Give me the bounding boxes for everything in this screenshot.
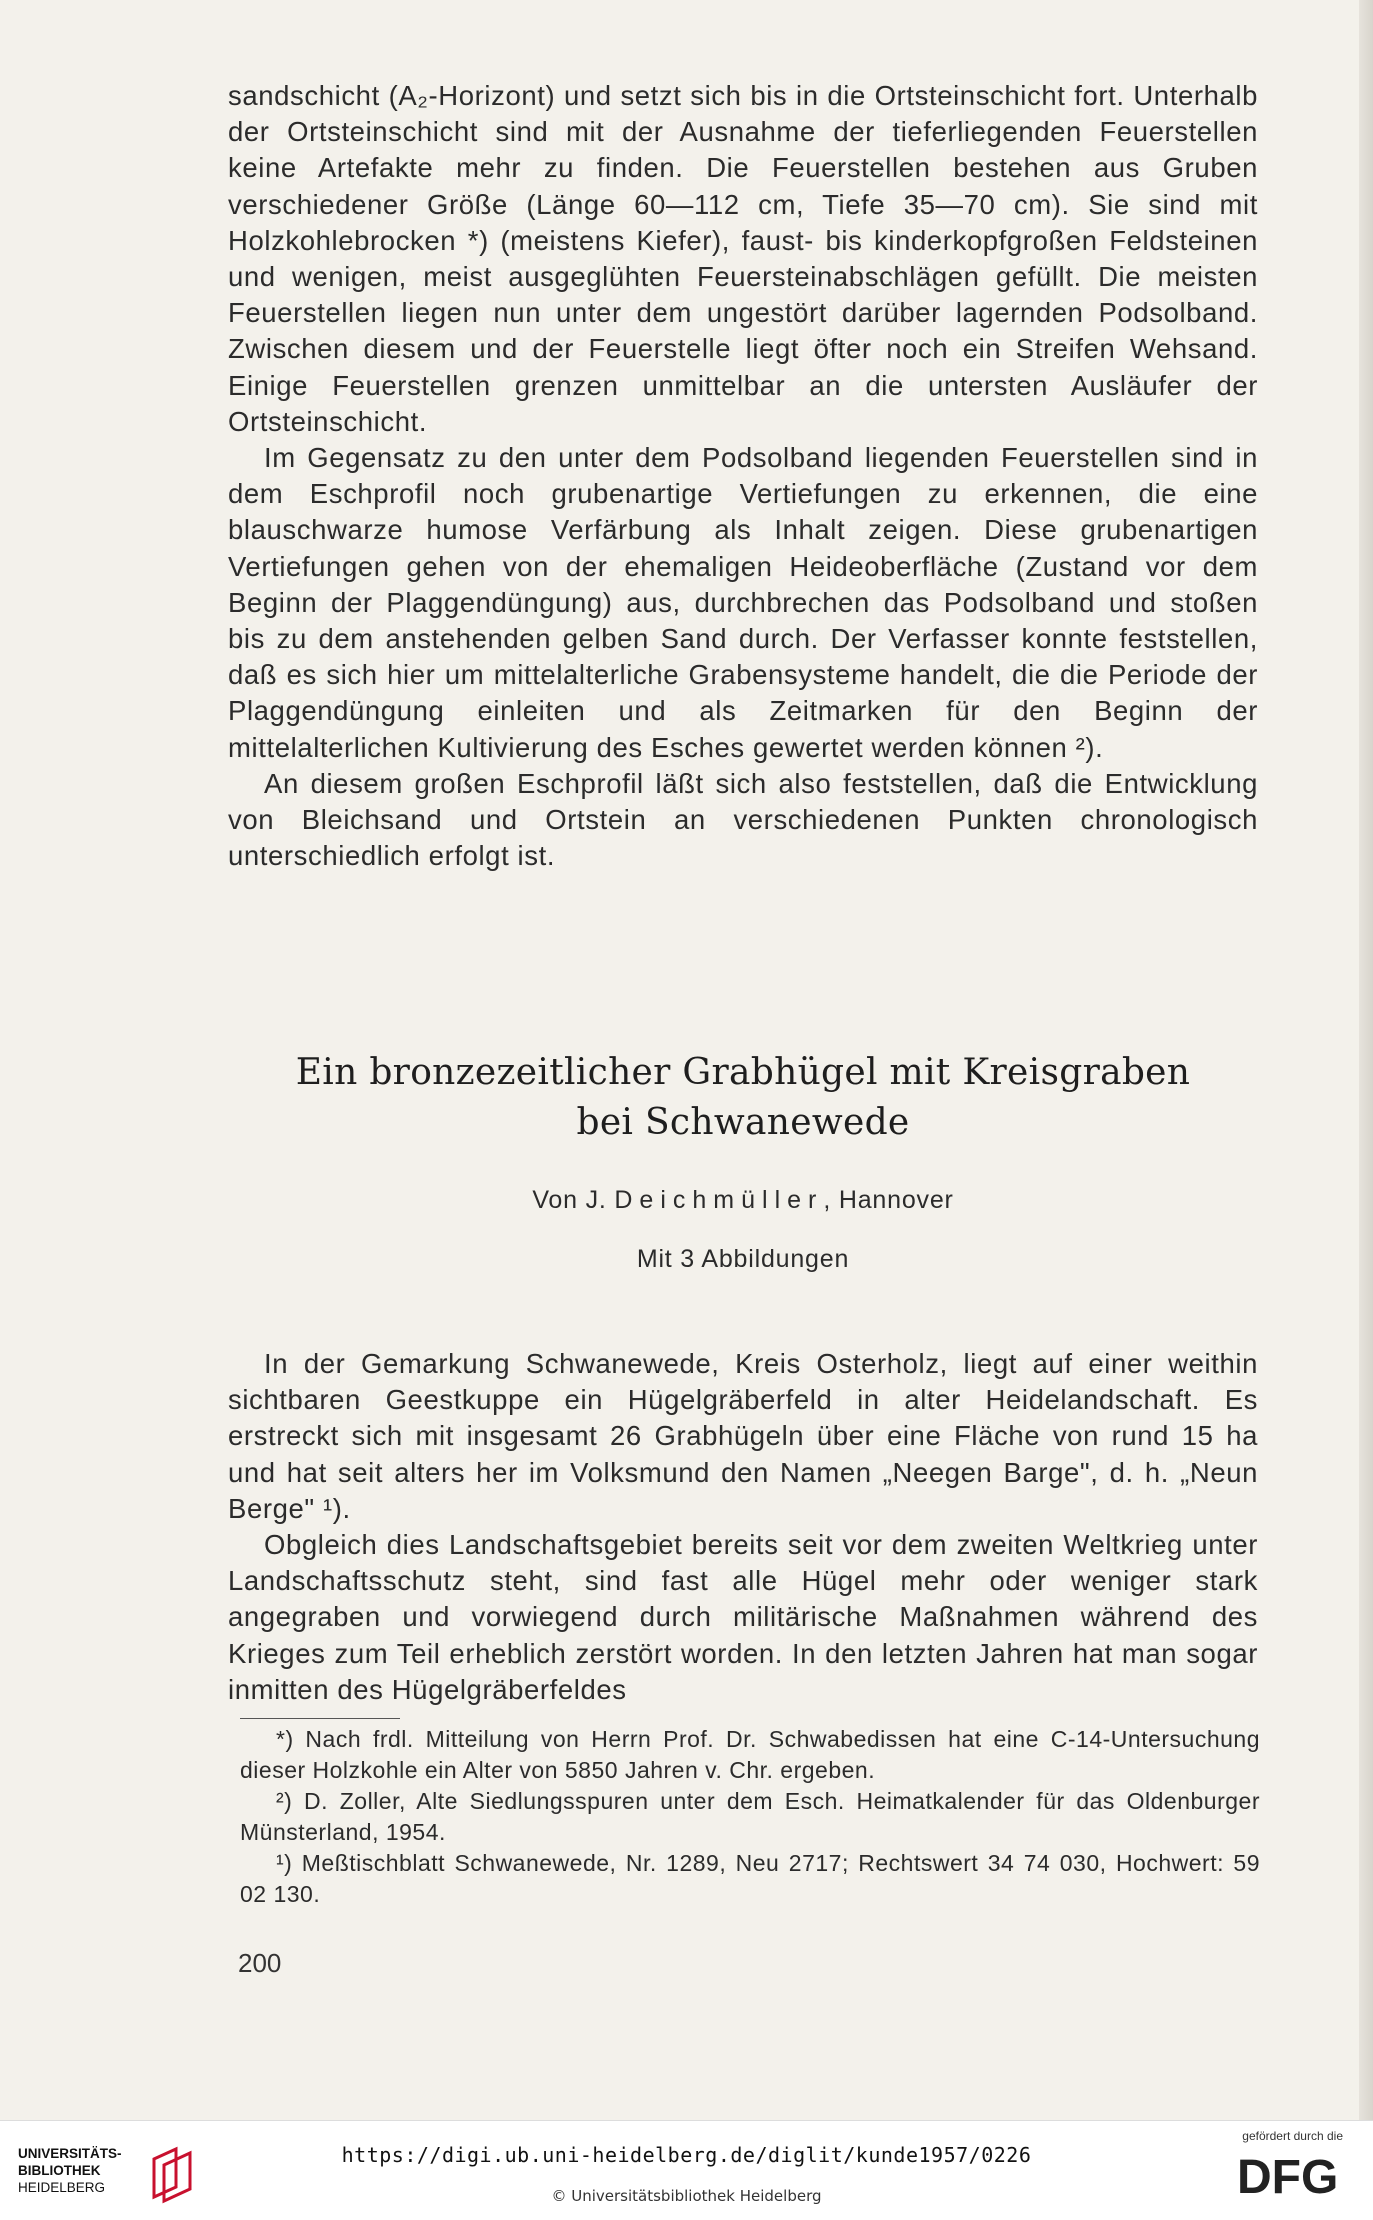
page-edge — [1359, 0, 1373, 2120]
copyright-notice: © Universitätsbibliothek Heidelberg — [551, 2187, 822, 2205]
footnote-rule — [240, 1718, 400, 1719]
byline — [228, 1186, 1258, 1215]
footnote-star: *) Nach frdl. Mitteilung von Herrn Prof. Dr. Schwabedissen hat eine C-14-Untersuchung dieser Holzkohle ein Alter von 5850 Jahren v. Chr. ergeben. — [240, 1726, 1260, 1783]
library-name-line-1: UNIVERSITÄTS- — [18, 2146, 122, 2161]
article-header — [228, 1048, 1258, 1274]
library-name-line-2: BIBLIOTHEK — [18, 2163, 101, 2178]
byline-suffix: , Hannover — [823, 1186, 954, 1214]
article-paragraph-1: In der Gemarkung Schwanewede, Kreis Osterholz, liegt auf einer weithin sichtbaren Geestkuppe ein Hügelgräberfeld in alter Heidelandschaft. Es erstreckt sich mit insgesamt 26 Grabhügeln über eine Fläche von rund 15 ha und hat seit alters her im Volksmund den Namen „Neegen Barge", d. h. „Neun Berge" ¹). — [228, 1348, 1258, 1524]
article-title-line-2: bei Schwanewede — [576, 1102, 910, 1143]
dfg-logo-text: DFG — [1237, 2151, 1339, 2199]
page-number: 200 — [238, 1948, 282, 1978]
footnote-1: ¹) Meßtischblatt Schwanewede, Nr. 1289, Neu 2717; Rechtswert 34 74 030, Hochwert: 59 02 130. — [240, 1850, 1260, 1907]
article-body — [228, 1346, 1258, 1708]
byline-prefix: Von J. — [532, 1186, 607, 1214]
funder-caption: gefördert durch die — [1242, 2129, 1343, 2143]
permalink-url[interactable]: https://digi.ub.uni-heidelberg.de/diglit/kunde1957/0226 — [341, 2143, 1032, 2167]
article-paragraph-2: Obgleich dies Landschaftsgebiet bereits seit vor dem zweiten Weltkrieg unter Landschaftsschutz steht, sind fast alle Hügel mehr oder weniger stark angegraben und vorwiegend durch militärische Maßnahmen während des Krieges zum Teil erheblich zerstört worden. In den letzten Jahren hat man sogar inmitten des Hügelgräberfeldes — [228, 1529, 1258, 1705]
paragraph-1: sandschicht (A₂-Horizont) und setzt sich bis in die Ortsteinschicht fort. Unterhalb der Ortsteinschicht sind mit der Ausnahme der tieferliegenden Feuerstellen keine Artefakte mehr zu finden. Die Feuerstellen bestehen aus Gruben verschiedener Größe (Länge 60—112 cm, Tiefe 35—70 cm). Sie sind mit Holzkohlebrocken *) (meistens Kiefer), faust- bis kinderkopfgroßen Feldsteinen und wenigen, meist ausgeglühten Feuersteinabschlägen gefüllt. Die meisten Feuerstellen liegen nun unter dem ungestört darüber lagernden Podsolband. Zwischen diesem und der Feuerstelle liegt öfter noch ein Streifen Wehsand. Einige Feuerstellen grenzen unmittelbar an die untersten Ausläufer der Ortsteinschicht. — [228, 80, 1258, 437]
author-name: Deichmüller — [614, 1186, 824, 1214]
paragraph-2: Im Gegensatz zu den unter dem Podsolband liegenden Feuerstellen sind in dem Eschprofil noch grubenartige Vertiefungen zu erkennen, die eine blauschwarze humose Verfärbung als Inhalt zeigen. Diese grubenartigen Vertiefungen gehen von der ehemaligen Heideoberfläche (Zustand vor dem Beginn der Plaggendüngung) aus, durchbrechen das Podsolband und stoßen bis zu dem anstehenden gelben Sand durch. Der Verfasser konnte feststellen, daß es sich hier um mittelalterliche Grabensysteme handelt, die die Periode der Plaggendüngung einleiten und als Zeitmarken für den Beginn der mittelalterlichen Kultivierung des Esches gewertet werden können ²). — [228, 442, 1258, 763]
previous-article-text — [228, 78, 1258, 874]
figures-note: Mit 3 Abbildungen — [636, 1245, 850, 1273]
dfg-logo-icon[interactable] — [1237, 2149, 1347, 2199]
footnote-2: ²) D. Zoller, Alte Siedlungsspuren unter dem Esch. Heimatkalender für das Oldenburger Münsterland, 1954. — [240, 1788, 1260, 1845]
paragraph-3: An diesem großen Eschprofil läßt sich also feststellen, daß die Entwicklung von Bleichsand und Ortstein an verschiedenen Punkten chronologisch unterschiedlich erfolgt ist. — [228, 767, 1258, 872]
article-title-line-1: Ein bronzezeitlicher Grabhügel mit Kreisgraben — [295, 1052, 1191, 1093]
footnotes — [240, 1724, 1260, 1910]
library-name-line-3: HEIDELBERG — [18, 2180, 106, 2195]
viewer-footer — [0, 2120, 1373, 2220]
